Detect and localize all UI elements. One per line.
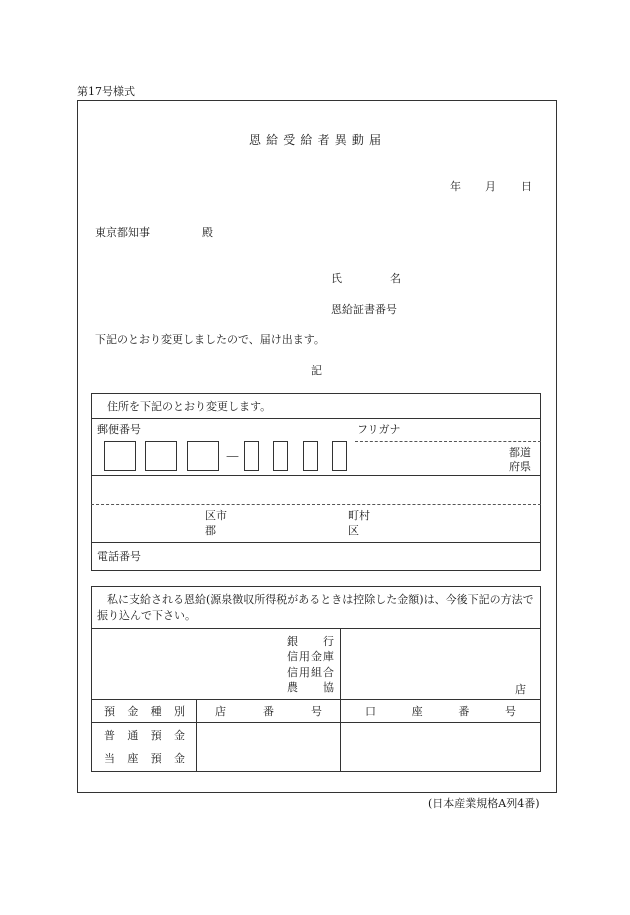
institution-credit-union: 信 用 組 合 — [287, 666, 334, 679]
form-title: 恩 給 受 給 者 異 動 届 — [249, 133, 381, 147]
prefecture-label-2: 府県 — [509, 460, 531, 473]
postal-digit-3[interactable] — [187, 441, 219, 471]
form-number: 第17号様式 — [77, 85, 135, 98]
date-year-label: 年 — [450, 180, 461, 193]
addressee-honorific: 殿 — [202, 226, 213, 239]
addressee: 東京都知事 — [95, 226, 150, 239]
postal-digit-2[interactable] — [145, 441, 177, 471]
postal-digit-4[interactable] — [244, 441, 259, 471]
postal-code-label: 郵便番号 — [97, 423, 141, 436]
phone-label: 電話番号 — [97, 550, 141, 563]
divider — [340, 628, 341, 772]
date-day-label: 日 — [521, 180, 532, 193]
date-month-label: 月 — [485, 180, 496, 193]
address-section — [91, 393, 541, 571]
deposit-option-ordinary[interactable]: 普 通 預 金 — [104, 729, 185, 742]
branch-number-header: 店 番 号 — [215, 705, 322, 718]
name-label-1: 氏 — [331, 272, 342, 285]
institution-shinkin: 信 用 金 庫 — [287, 650, 334, 663]
town-village-label-2: 区 — [348, 524, 359, 537]
divider — [91, 418, 541, 419]
divider — [91, 475, 541, 476]
furigana-divider — [355, 441, 541, 442]
ki-label: 記 — [311, 364, 322, 377]
divider — [196, 699, 197, 772]
postal-digit-5[interactable] — [273, 441, 288, 471]
institution-bank: 銀 行 — [287, 635, 334, 648]
divider — [91, 628, 541, 629]
ward-city-label-1: 区市 — [205, 509, 227, 522]
account-number-header: 口 座 番 号 — [365, 705, 516, 718]
furigana-label: フリガナ — [357, 423, 401, 436]
postal-dash: — — [226, 449, 239, 464]
pension-cert-number-label: 恩給証書番号 — [331, 303, 397, 316]
paper-size-note: (日本産業規格A列4番) — [428, 797, 540, 810]
prefecture-label-1: 都道 — [509, 446, 531, 459]
town-village-label-1: 町村 — [348, 509, 370, 522]
deposit-type-header: 預 金 種 別 — [104, 705, 185, 718]
postal-digit-6[interactable] — [303, 441, 318, 471]
deposit-option-current[interactable]: 当 座 預 金 — [104, 752, 185, 765]
divider — [91, 722, 541, 723]
postal-digit-1[interactable] — [104, 441, 136, 471]
address-divider — [91, 504, 541, 505]
ward-city-label-2: 郡 — [205, 524, 216, 537]
intro-text: 下記のとおり変更しましたので、届け出ます。 — [95, 333, 325, 346]
institution-noukyou: 農 協 — [287, 681, 334, 694]
divider — [91, 542, 541, 543]
branch-suffix: 店 — [515, 683, 526, 696]
address-section-header: 住所を下記のとおり変更します。 — [107, 400, 272, 413]
bank-instruction: 私に支給される恩給(源泉徴収所得税があるときは控除した金額)は、今後下記の方法で振り込んで下さい。 — [97, 593, 534, 622]
divider — [91, 699, 541, 700]
postal-digit-7[interactable] — [332, 441, 347, 471]
name-label-2: 名 — [390, 272, 401, 285]
